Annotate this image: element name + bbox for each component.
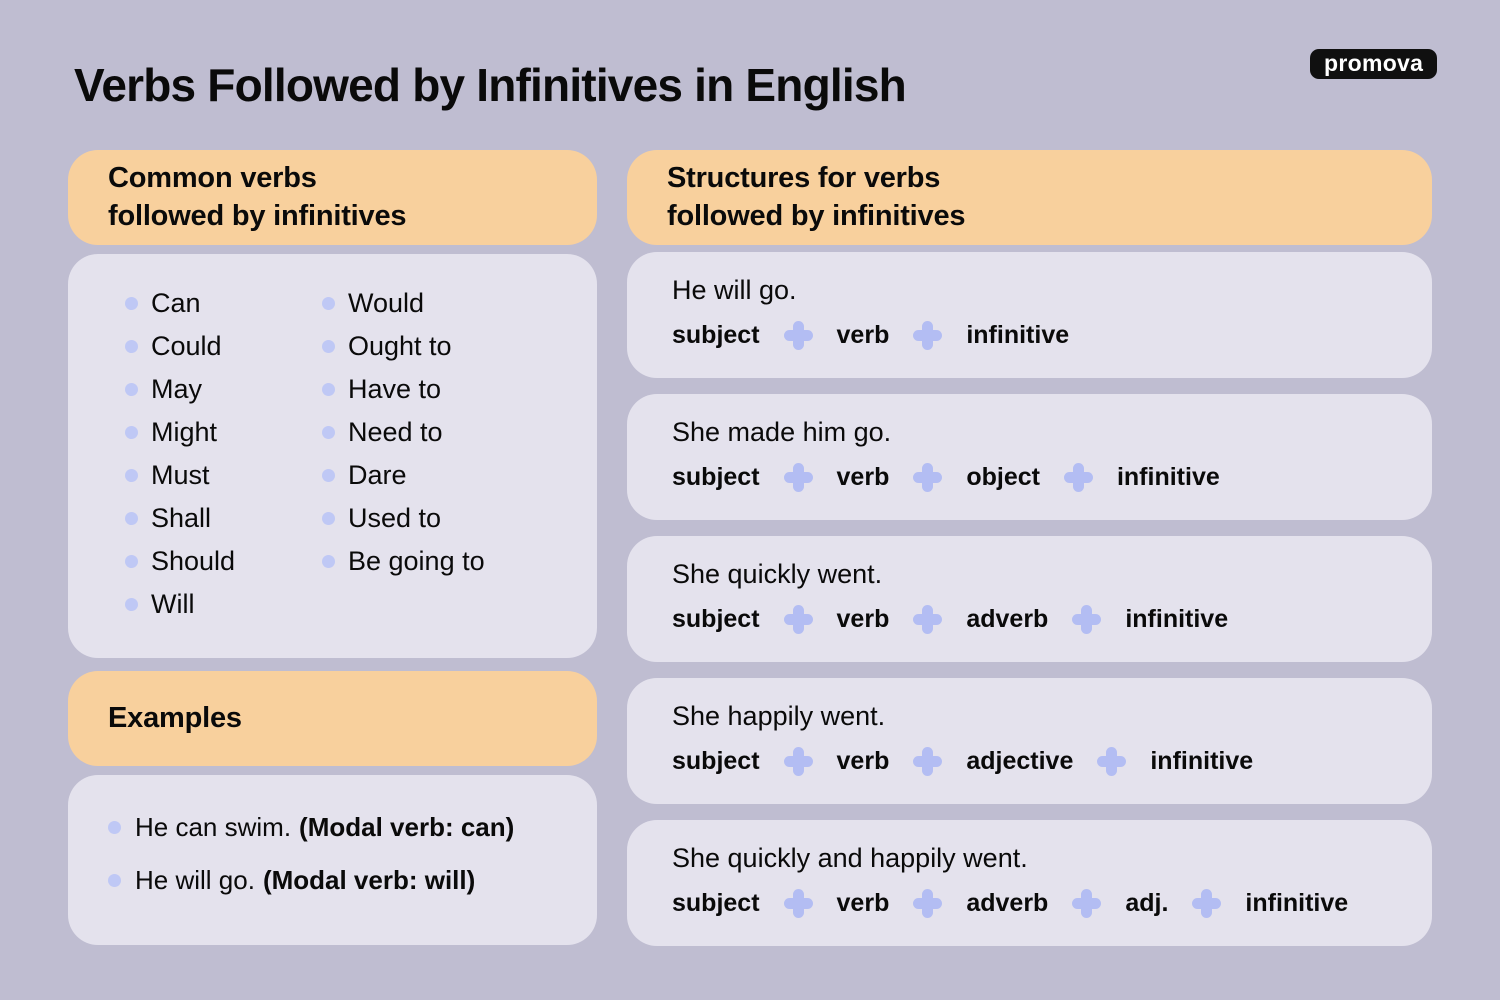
formula-part: verb (836, 463, 890, 492)
structure-card-2 (627, 394, 1432, 520)
formula-part: subject (672, 605, 760, 634)
bullet-dot-icon (322, 297, 335, 310)
plus-icon (913, 889, 942, 918)
plus-icon (1072, 605, 1101, 634)
structure-formula (672, 321, 1412, 350)
verb-label: Ought to (348, 331, 452, 361)
structure-card-1 (627, 252, 1432, 378)
bullet-dot-icon (125, 297, 138, 310)
verbs-column-1 (125, 282, 322, 658)
example-text (135, 812, 514, 843)
formula-part: verb (836, 321, 890, 350)
example-item (108, 805, 597, 849)
verb-label: Can (151, 288, 201, 318)
bullet-dot-icon (125, 383, 138, 396)
structure-card-3 (627, 536, 1432, 662)
verbs-list-card (68, 254, 597, 658)
example-annotation: (Modal verb: can) (299, 811, 515, 842)
plus-icon (784, 889, 813, 918)
plus-icon (913, 463, 942, 492)
formula-part: infinitive (1245, 889, 1349, 918)
formula-part: adj. (1125, 889, 1169, 918)
formula-part: infinitive (1116, 463, 1220, 492)
plus-icon (1097, 747, 1126, 776)
verbs-column-2 (322, 282, 519, 658)
plus-icon (784, 605, 813, 634)
structure-sentence: She happily went. (672, 701, 886, 731)
verb-label: Might (151, 417, 218, 447)
verb-label: Should (151, 546, 236, 576)
plus-icon (1064, 463, 1093, 492)
structure-sentence: He will go. (672, 275, 797, 305)
verb-item (322, 368, 519, 411)
formula-part: subject (672, 321, 760, 350)
structures-header (627, 150, 1432, 245)
structure-card-5 (627, 820, 1432, 946)
verb-item (125, 454, 322, 497)
formula-part: subject (672, 747, 760, 776)
examples-header-label: Examples (108, 701, 242, 734)
bullet-dot-icon (125, 555, 138, 568)
bullet-dot-icon (108, 874, 121, 887)
verb-item (322, 411, 519, 454)
verb-item (125, 325, 322, 368)
structure-formula (672, 889, 1412, 918)
formula-part: adverb (966, 889, 1049, 918)
common-verbs-header (68, 150, 597, 245)
structure-sentence: She quickly and happily went. (672, 843, 1028, 873)
formula-part: verb (836, 605, 890, 634)
verb-item (322, 540, 519, 583)
example-item (108, 858, 597, 902)
verb-item (125, 368, 322, 411)
verb-label: Need to (348, 417, 443, 447)
formula-part: adverb (966, 605, 1049, 634)
right-column (627, 150, 1432, 946)
formula-part: verb (836, 889, 890, 918)
left-column (68, 150, 597, 945)
plus-icon (913, 605, 942, 634)
verb-item (322, 497, 519, 540)
verb-item (322, 282, 519, 325)
common-verbs-header-line1: Common verbs (108, 162, 317, 195)
verb-label: Used to (348, 503, 442, 533)
plus-icon (784, 747, 813, 776)
formula-part: subject (672, 889, 760, 918)
example-text (135, 865, 475, 896)
verb-label: Have to (348, 374, 442, 404)
promova-logo-text: promova (1324, 49, 1424, 76)
verb-label: Could (151, 331, 222, 361)
bullet-dot-icon (322, 555, 335, 568)
example-annotation: (Modal verb: will) (262, 864, 476, 895)
structures-header-line2: followed by infinitives (667, 199, 966, 232)
formula-part: object (966, 463, 1040, 492)
formula-part: infinitive (1125, 605, 1229, 634)
structure-formula (672, 463, 1412, 492)
bullet-dot-icon (322, 383, 335, 396)
verb-item (125, 540, 322, 583)
structure-formula (672, 747, 1412, 776)
structure-card-4 (627, 678, 1432, 804)
verb-label: Will (151, 589, 195, 619)
formula-part: infinitive (966, 321, 1070, 350)
verb-item (125, 411, 322, 454)
formula-part: adjective (966, 747, 1074, 776)
plus-icon (913, 321, 942, 350)
plus-icon (1072, 889, 1101, 918)
plus-icon (784, 321, 813, 350)
verb-label: Must (151, 460, 210, 490)
bullet-dot-icon (322, 512, 335, 525)
plus-icon (784, 463, 813, 492)
bullet-dot-icon (125, 426, 138, 439)
bullet-dot-icon (108, 821, 121, 834)
bullet-dot-icon (322, 340, 335, 353)
common-verbs-header-line2: followed by infinitives (108, 199, 407, 232)
verb-item (125, 282, 322, 325)
bullet-dot-icon (125, 469, 138, 482)
structures-header-line1: Structures for verbs (667, 162, 941, 195)
formula-part: verb (836, 747, 890, 776)
plus-icon (1192, 889, 1221, 918)
bullet-dot-icon (125, 598, 138, 611)
example-sentence: He will go. (135, 864, 255, 895)
bullet-dot-icon (322, 469, 335, 482)
formula-part: infinitive (1150, 747, 1254, 776)
example-sentence: He can swim. (135, 811, 292, 842)
structure-sentence: She quickly went. (672, 559, 883, 589)
bullet-dot-icon (125, 340, 138, 353)
verb-label: Be going to (348, 546, 485, 576)
bullet-dot-icon (322, 426, 335, 439)
verb-label: Shall (151, 503, 212, 533)
verb-item (322, 454, 519, 497)
formula-part: subject (672, 463, 760, 492)
structure-formula (672, 605, 1412, 634)
examples-card (68, 775, 597, 945)
examples-header (68, 671, 597, 766)
page-title: Verbs Followed by Infinitives in English (74, 59, 906, 111)
bullet-dot-icon (125, 512, 138, 525)
verb-item (125, 583, 322, 626)
verb-label: Dare (348, 460, 407, 490)
verb-label: Would (348, 288, 425, 318)
promova-logo (1310, 49, 1437, 79)
verb-item (322, 325, 519, 368)
structure-sentence: She made him go. (672, 417, 892, 447)
verb-label: May (151, 374, 203, 404)
verb-item (125, 497, 322, 540)
plus-icon (913, 747, 942, 776)
